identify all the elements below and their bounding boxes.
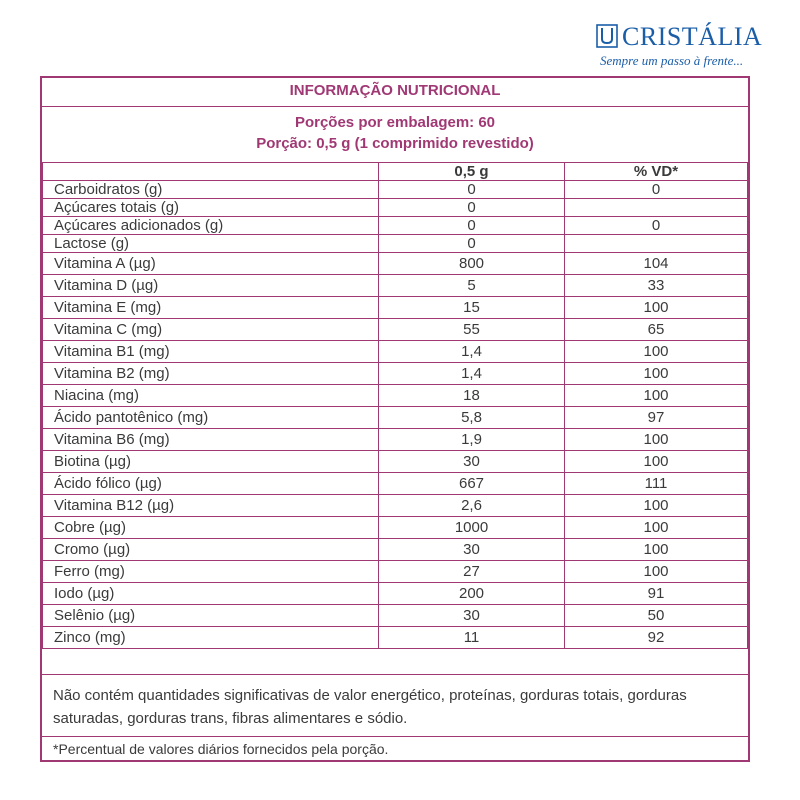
table-row — [43, 451, 748, 473]
row-nutrient: Zinco (mg) — [43, 627, 379, 649]
row-nutrient: Lactose (g) — [43, 235, 379, 253]
table-row — [43, 199, 748, 217]
row-vd: 92 — [565, 627, 748, 649]
row-amount: 2,6 — [379, 495, 565, 517]
table-row — [43, 429, 748, 451]
row-amount: 30 — [379, 451, 565, 473]
row-amount: 1000 — [379, 517, 565, 539]
row-vd: 111 — [565, 473, 748, 495]
table-row — [43, 297, 748, 319]
row-vd: 91 — [565, 583, 748, 605]
panel-title: INFORMAÇÃO NUTRICIONAL — [289, 82, 501, 99]
portion-info — [42, 106, 748, 161]
cristalia-logo-icon — [596, 24, 618, 48]
row-nutrient: Ferro (mg) — [43, 561, 379, 583]
table-row — [43, 275, 748, 297]
table-row — [43, 605, 748, 627]
row-amount: 15 — [379, 297, 565, 319]
row-nutrient: Vitamina C (mg) — [43, 319, 379, 341]
row-nutrient: Biotina (µg) — [43, 451, 379, 473]
row-nutrient: Cromo (µg) — [43, 539, 379, 561]
row-vd: 100 — [565, 539, 748, 561]
header-nutrient — [43, 163, 379, 181]
row-vd: 100 — [565, 451, 748, 473]
row-nutrient: Vitamina B1 (mg) — [43, 341, 379, 363]
table-row — [43, 627, 748, 649]
row-nutrient: Ácido fólico (µg) — [43, 473, 379, 495]
row-vd: 100 — [565, 495, 748, 517]
row-nutrient: Ácido pantotênico (mg) — [43, 407, 379, 429]
table-row — [43, 583, 748, 605]
row-nutrient: Açúcares adicionados (g) — [43, 217, 379, 235]
row-amount: 667 — [379, 473, 565, 495]
row-vd: 100 — [565, 385, 748, 407]
row-nutrient: Vitamina A (µg) — [43, 253, 379, 275]
nutrition-panel — [40, 76, 750, 762]
table-row — [43, 181, 748, 199]
row-amount: 1,9 — [379, 429, 565, 451]
row-amount: 55 — [379, 319, 565, 341]
brand-name: CRISTÁLIA — [622, 22, 763, 51]
nutrition-table — [42, 162, 748, 649]
row-vd: 104 — [565, 253, 748, 275]
table-row — [43, 363, 748, 385]
row-nutrient: Açúcares totais (g) — [43, 199, 379, 217]
row-nutrient: Vitamina D (µg) — [43, 275, 379, 297]
row-amount: 0 — [379, 217, 565, 235]
row-nutrient: Iodo (µg) — [43, 583, 379, 605]
row-amount: 0 — [379, 235, 565, 253]
row-amount: 5,8 — [379, 407, 565, 429]
table-row — [43, 407, 748, 429]
row-amount: 800 — [379, 253, 565, 275]
table-header-row — [43, 163, 748, 181]
row-vd: 0 — [565, 181, 748, 199]
portions-per-pack: Porções por embalagem: 60 — [294, 114, 496, 131]
table-row — [43, 473, 748, 495]
table-row — [43, 253, 748, 275]
row-amount: 1,4 — [379, 363, 565, 385]
row-vd: 100 — [565, 561, 748, 583]
footnote: *Percentual de valores diários fornecidos pela porção. — [42, 736, 748, 760]
row-nutrient: Carboidratos (g) — [43, 181, 379, 199]
row-nutrient: Vitamina E (mg) — [43, 297, 379, 319]
row-amount: 0 — [379, 181, 565, 199]
row-nutrient: Niacina (mg) — [43, 385, 379, 407]
row-nutrient: Cobre (µg) — [43, 517, 379, 539]
header-vd: % VD* — [565, 163, 748, 181]
row-vd: 100 — [565, 341, 748, 363]
row-amount: 200 — [379, 583, 565, 605]
row-amount: 0 — [379, 199, 565, 217]
brand-logo — [596, 20, 772, 72]
row-amount: 1,4 — [379, 341, 565, 363]
row-vd: 100 — [565, 429, 748, 451]
table-row — [43, 319, 748, 341]
table-row — [43, 539, 748, 561]
row-amount: 27 — [379, 561, 565, 583]
row-vd: 0 — [565, 217, 748, 235]
row-nutrient: Vitamina B6 (mg) — [43, 429, 379, 451]
row-vd: 65 — [565, 319, 748, 341]
table-row — [43, 517, 748, 539]
row-amount: 11 — [379, 627, 565, 649]
row-vd — [565, 199, 748, 217]
row-amount: 5 — [379, 275, 565, 297]
row-vd — [565, 235, 748, 253]
row-amount: 18 — [379, 385, 565, 407]
row-vd: 100 — [565, 363, 748, 385]
row-amount: 30 — [379, 605, 565, 627]
table-row — [43, 495, 748, 517]
row-vd: 33 — [565, 275, 748, 297]
row-vd: 50 — [565, 605, 748, 627]
row-nutrient: Selênio (µg) — [43, 605, 379, 627]
header-amount: 0,5 g — [379, 163, 565, 181]
portion-size: Porção: 0,5 g (1 comprimido revestido) — [256, 135, 534, 152]
table-row — [43, 385, 748, 407]
table-row — [43, 235, 748, 253]
row-nutrient: Vitamina B12 (µg) — [43, 495, 379, 517]
table-row — [43, 561, 748, 583]
nutrition-note: Não contém quantidades significativas de valor energético, proteínas, gorduras totais, gorduras saturadas, gorduras trans, fibras alimentares e sódio. — [42, 674, 748, 729]
table-row — [43, 217, 748, 235]
table-row — [43, 341, 748, 363]
row-vd: 97 — [565, 407, 748, 429]
row-amount: 30 — [379, 539, 565, 561]
row-nutrient: Vitamina B2 (mg) — [43, 363, 379, 385]
row-vd: 100 — [565, 297, 748, 319]
brand-tagline: Sempre um passo à frente... — [600, 53, 744, 68]
row-vd: 100 — [565, 517, 748, 539]
